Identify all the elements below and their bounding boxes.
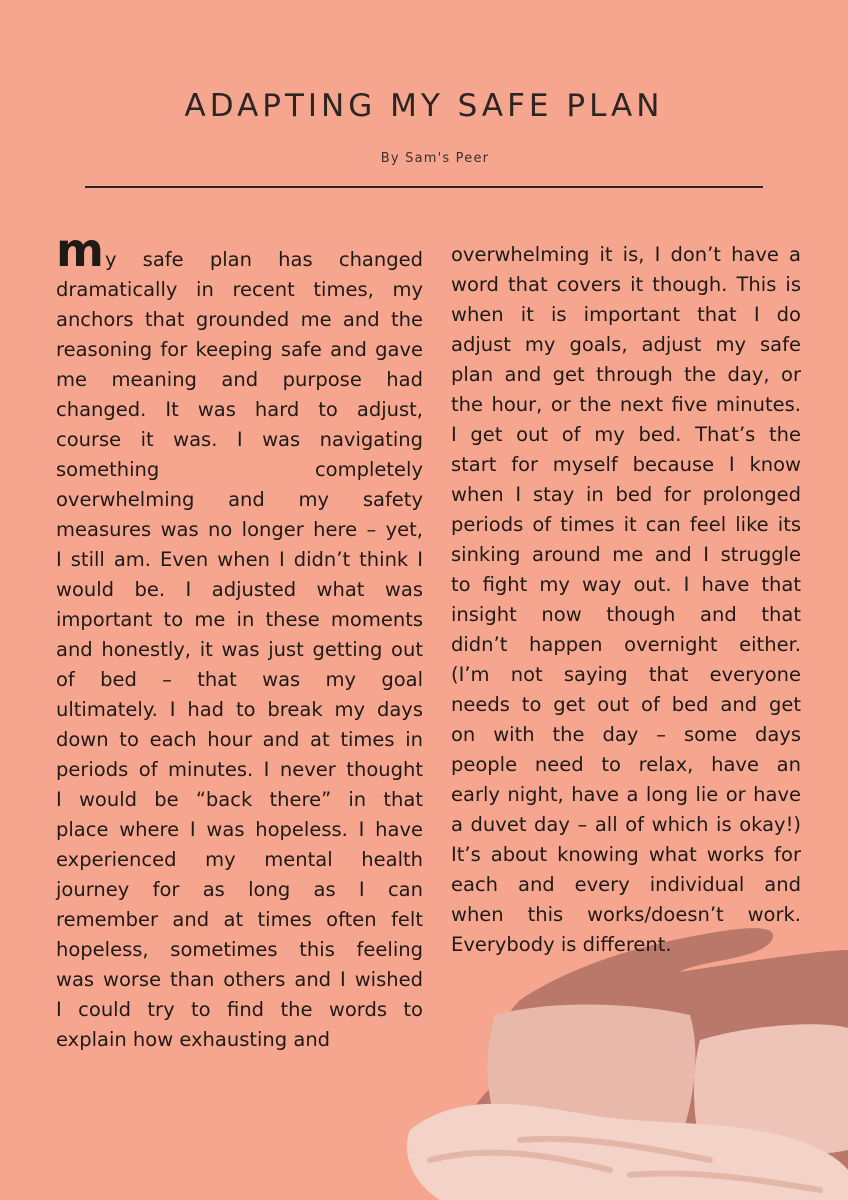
text-line: insight now though and that — [451, 603, 801, 626]
text-line: anchors that grounded me and the — [56, 308, 423, 331]
text-line: would be. I adjusted what was — [56, 578, 423, 601]
text-line: me meaning and purpose had — [56, 368, 423, 391]
text-line: I still am. Even when I didn’t think I — [56, 548, 423, 571]
text-line: didn’t happen overnight either. — [451, 633, 801, 656]
text-line: needs to get out of bed and get — [451, 693, 801, 716]
text-line: overwhelming it is, I don’t have a — [451, 243, 801, 266]
text-line: plan and get through the day, or — [451, 363, 801, 386]
text-line: early night, have a long lie or have — [451, 783, 801, 806]
text-line: hopeless, sometimes this feeling — [56, 938, 423, 961]
text-line: changed. It was hard to adjust, — [56, 398, 423, 421]
text-line: measures was no longer here – yet, — [56, 518, 423, 541]
text-line: the hour, or the next five minutes. — [451, 393, 801, 416]
text-line: to fight my way out. I have that — [451, 573, 801, 596]
text-line: was worse than others and I wished — [56, 968, 423, 991]
byline: By Sam's Peer — [380, 151, 490, 166]
text-line: I would be “back there” in that — [56, 788, 423, 811]
text-line: experienced my mental health — [56, 848, 423, 871]
text-line: journey for as long as I can — [56, 878, 423, 901]
text-line: I get out of my bed. That’s the — [451, 423, 801, 446]
text-line: and honestly, it was just getting out — [56, 638, 423, 661]
text-line: start for myself because I know — [451, 453, 801, 476]
text-line: place where I was hopeless. I have — [56, 818, 423, 841]
title-divider — [85, 186, 763, 188]
text-line: I could try to find the words to — [56, 998, 423, 1021]
text-line: reasoning for keeping safe and gave — [56, 338, 423, 361]
text-line: of bed – that was my goal — [56, 668, 423, 691]
article-column-left — [56, 223, 423, 1055]
page-title: ADAPTING MY SAFE PLAN — [184, 88, 664, 124]
text-line: on with the day – some days — [451, 723, 801, 746]
text-line: when I stay in bed for prolonged — [451, 483, 801, 506]
text-line: down to each hour and at times in — [56, 728, 423, 751]
text-line: It’s about knowing what works for — [451, 843, 801, 866]
text-line — [56, 223, 423, 277]
text-line: a duvet day – all of which is okay!) — [451, 813, 801, 836]
article-column-right — [451, 240, 801, 960]
text-line: when it is important that I do — [451, 303, 801, 326]
text-line-content: y safe plan has changed — [104, 248, 423, 271]
text-line: explain how exhausting and — [56, 1028, 331, 1051]
text-line: adjust my goals, adjust my safe — [451, 333, 801, 356]
text-line: remember and at times often felt — [56, 908, 423, 931]
bed-image — [400, 920, 848, 1200]
text-line: ultimately. I had to break my days — [56, 698, 423, 721]
text-line: (I’m not saying that everyone — [451, 663, 801, 686]
text-line: Everybody is different. — [451, 933, 672, 956]
drop-cap: m — [56, 223, 104, 277]
text-line: periods of times it can feel like its — [451, 513, 801, 536]
text-line: each and every individual and — [451, 873, 801, 896]
text-line: course it was. I was navigating — [56, 428, 423, 451]
text-line: important to me in these moments — [56, 608, 423, 631]
text-line: word that covers it though. This is — [451, 273, 801, 296]
text-line: dramatically in recent times, my — [56, 278, 423, 301]
text-line: when this works/doesn’t work. — [451, 903, 801, 926]
text-line: something completely — [56, 458, 423, 481]
text-line: people need to relax, have an — [451, 753, 801, 776]
text-line: periods of minutes. I never thought — [56, 758, 423, 781]
text-line: overwhelming and my safety — [56, 488, 423, 511]
text-line: sinking around me and I struggle — [451, 543, 801, 566]
